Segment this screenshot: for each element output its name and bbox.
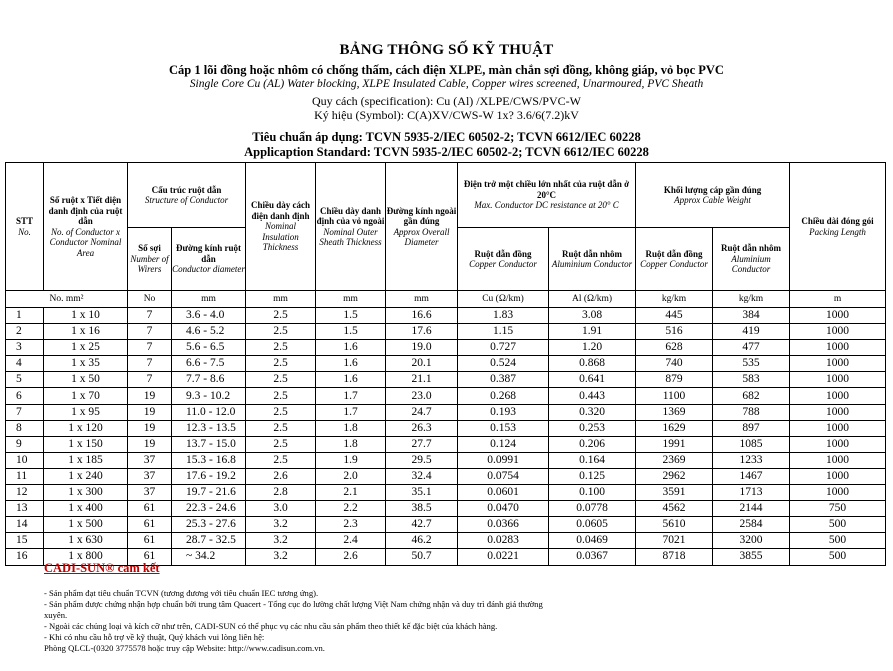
table-row (6, 485, 886, 501)
table-cell: 3591 (636, 485, 713, 501)
unit-cell: mm (246, 291, 316, 308)
table-cell: 2.0 (316, 468, 386, 484)
table-cell: 11.0 - 12.0 (172, 404, 246, 420)
table-cell: 9.3 - 10.2 (172, 388, 246, 404)
table-cell: 15 (6, 533, 44, 549)
table-cell: 1.83 (458, 308, 549, 324)
table-cell: 8 (6, 420, 44, 436)
table-cell: 1.6 (316, 372, 386, 388)
header-resistance-copper: Ruột dẫn đồng Copper Conductor (458, 228, 549, 291)
table-cell: 2.4 (316, 533, 386, 549)
table-cell: 628 (636, 340, 713, 356)
table-cell: 25.3 - 27.6 (172, 517, 246, 533)
header-overall-diameter: Đường kính ngoài gần đúng Approx Overall Diameter (386, 163, 458, 291)
table-cell: 19 (128, 420, 172, 436)
table-cell: 1000 (790, 356, 886, 372)
table-row (6, 436, 886, 452)
table-cell: 13.7 - 15.0 (172, 436, 246, 452)
table-cell: 0.0469 (549, 533, 636, 549)
standard-vietnamese: Tiêu chuẩn áp dụng: TCVN 5935-2/IEC 60502-2; TCVN 6612/IEC 60228 (252, 130, 641, 144)
table-cell: 3.08 (549, 308, 636, 324)
table-cell: 10 (6, 452, 44, 468)
footer-line: - Ngoài các chủng loại và kích cỡ như trên, CADI-SUN có thể phục vụ các nhu cầu sản phẩm theo thiết kế đặc biệt của khách hàng. (44, 621, 498, 631)
table-cell: 516 (636, 324, 713, 340)
header-weight: Khối lượng cáp gần đúng Approx Cable Weight (636, 163, 790, 228)
table-cell: 0.268 (458, 388, 549, 404)
table-cell: 19 (128, 436, 172, 452)
table-cell: 1 x 35 (44, 356, 128, 372)
table-row (6, 404, 886, 420)
table-cell: 26.3 (386, 420, 458, 436)
table-cell: 2144 (713, 501, 790, 517)
table-cell: 1.9 (316, 452, 386, 468)
table-cell: 1369 (636, 404, 713, 420)
table-cell: 1233 (713, 452, 790, 468)
table-cell: 0.443 (549, 388, 636, 404)
table-cell: 1000 (790, 404, 886, 420)
table-cell: 5610 (636, 517, 713, 533)
table-cell: 1000 (790, 420, 886, 436)
unit-cell: mm (172, 291, 246, 308)
table-cell: 7 (6, 404, 44, 420)
table-cell: 477 (713, 340, 790, 356)
header-stt: STT No. (6, 163, 44, 291)
table-cell: 500 (790, 533, 886, 549)
header-packing-length: Chiều dài đóng gói Packing Length (790, 163, 886, 291)
table-cell: 0.125 (549, 468, 636, 484)
table-cell: 1 x 500 (44, 517, 128, 533)
table-cell: 2 (6, 324, 44, 340)
unit-cell: kg/km (713, 291, 790, 308)
table-cell: 879 (636, 372, 713, 388)
table-cell: 0.164 (549, 452, 636, 468)
table-cell: 500 (790, 549, 886, 565)
header-conductor-area: Số ruột x Tiết diện danh định của ruột dẫn No. of Conductor x Conductor Nominal Area (44, 163, 128, 291)
table-cell: 897 (713, 420, 790, 436)
table-cell: 2.5 (246, 356, 316, 372)
table-cell: 12 (6, 485, 44, 501)
table-cell: 7 (128, 356, 172, 372)
table-cell: 1000 (790, 372, 886, 388)
table-cell: 3855 (713, 549, 790, 565)
table-cell: 2.6 (246, 468, 316, 484)
table-cell: 1000 (790, 468, 886, 484)
table-cell: 0.153 (458, 420, 549, 436)
table-cell: 0.206 (549, 436, 636, 452)
table-cell: 15.3 - 16.8 (172, 452, 246, 468)
table-cell: 2.5 (246, 324, 316, 340)
table-cell: 1000 (790, 485, 886, 501)
table-cell: 0.0778 (549, 501, 636, 517)
table-cell: 3.6 - 4.0 (172, 308, 246, 324)
unit-cell: Cu (Ω/km) (458, 291, 549, 308)
table-cell: 2.3 (316, 517, 386, 533)
table-row (6, 533, 886, 549)
table-cell: 27.7 (386, 436, 458, 452)
table-cell: 20.1 (386, 356, 458, 372)
table-cell: 0.124 (458, 436, 549, 452)
footer-commitment (44, 561, 864, 654)
subtitle-vietnamese: Cáp 1 lõi đồng hoặc nhôm có chống thấm, cách điện XLPE, màn chắn sợi đồng, không giáp, vỏ bọc PVC (169, 63, 724, 77)
table-cell: 1.8 (316, 436, 386, 452)
table-cell: 1.6 (316, 340, 386, 356)
table-cell: 4562 (636, 501, 713, 517)
table-cell: 16 (6, 549, 44, 565)
table-row (6, 388, 886, 404)
table-cell: 0.727 (458, 340, 549, 356)
table-cell: 419 (713, 324, 790, 340)
table-cell: 38.5 (386, 501, 458, 517)
table-cell: 2.5 (246, 340, 316, 356)
table-cell: 2.5 (246, 388, 316, 404)
table-cell: 3.2 (246, 517, 316, 533)
table-cell: 1000 (790, 308, 886, 324)
table-cell: 2369 (636, 452, 713, 468)
table-cell: 384 (713, 308, 790, 324)
table-cell: 1 x 95 (44, 404, 128, 420)
table-cell: 0.524 (458, 356, 549, 372)
table-cell: 3.2 (246, 549, 316, 565)
table-cell: 1 x 400 (44, 501, 128, 517)
unit-cell: No. mm² (6, 291, 128, 308)
header-weight-aluminium: Ruột dẫn nhôm Aluminium Conductor (713, 228, 790, 291)
table-cell: 740 (636, 356, 713, 372)
table-cell: 0.868 (549, 356, 636, 372)
table-cell: 1.8 (316, 420, 386, 436)
table-cell: 0.0366 (458, 517, 549, 533)
table-cell: 1 x 120 (44, 420, 128, 436)
table-cell: 2.2 (316, 501, 386, 517)
table-cell: 1000 (790, 340, 886, 356)
table-cell: 24.7 (386, 404, 458, 420)
table-cell: 1 x 800 (44, 549, 128, 565)
table-cell: 28.7 - 32.5 (172, 533, 246, 549)
table-cell: 7.7 - 8.6 (172, 372, 246, 388)
table-cell: 445 (636, 308, 713, 324)
table-cell: 1100 (636, 388, 713, 404)
table-cell: 3 (6, 340, 44, 356)
units-row (6, 291, 886, 308)
table-cell: 29.5 (386, 452, 458, 468)
document-title: BẢNG THÔNG SỐ KỸ THUẬT (339, 42, 554, 58)
table-cell: 2584 (713, 517, 790, 533)
table-cell: 2.5 (246, 436, 316, 452)
table-row (6, 340, 886, 356)
table-cell: 37 (128, 452, 172, 468)
table-row (6, 308, 886, 324)
table-cell: 1.7 (316, 388, 386, 404)
table-cell: 1000 (790, 452, 886, 468)
table-cell: 12.3 - 13.5 (172, 420, 246, 436)
table-cell: 0.387 (458, 372, 549, 388)
table-cell: 1991 (636, 436, 713, 452)
standard-english: Applicaption Standard: TCVN 5935-2/IEC 60502-2; TCVN 6612/IEC 60228 (244, 145, 649, 159)
table-cell: 0.0470 (458, 501, 549, 517)
table-row (6, 468, 886, 484)
table-cell: 750 (790, 501, 886, 517)
table-row (6, 372, 886, 388)
unit-cell: kg/km (636, 291, 713, 308)
table-cell: 0.193 (458, 404, 549, 420)
table-cell: 1 x 16 (44, 324, 128, 340)
table-cell: 0.0221 (458, 549, 549, 565)
table-cell: 5 (6, 372, 44, 388)
table-cell: 1 x 300 (44, 485, 128, 501)
table-cell: 1 x 50 (44, 372, 128, 388)
table-cell: 37 (128, 468, 172, 484)
table-cell: 46.2 (386, 533, 458, 549)
table-row (6, 356, 886, 372)
table-cell: 0.641 (549, 372, 636, 388)
table-row (6, 517, 886, 533)
table-cell: 2.1 (316, 485, 386, 501)
table-cell: 1.6 (316, 356, 386, 372)
table-cell: 1467 (713, 468, 790, 484)
table-cell: 3.2 (246, 533, 316, 549)
symbol-line: Ký hiệu (Symbol): C(A)XV/CWS-W 1x? 3.6/6(7.2)kV (314, 108, 579, 122)
table-cell: 2.5 (246, 452, 316, 468)
table-cell: 1 x 240 (44, 468, 128, 484)
table-cell: 2.5 (246, 404, 316, 420)
table-cell: 7 (128, 372, 172, 388)
table-cell: 682 (713, 388, 790, 404)
header-resistance-aluminium: Ruột dẫn nhôm Aluminium Conductor (549, 228, 636, 291)
table-cell: 1 x 10 (44, 308, 128, 324)
table-cell: 35.1 (386, 485, 458, 501)
table-cell: 1 (6, 308, 44, 324)
footer-title: CADI-SUN® cam kết (44, 561, 160, 575)
table-cell: 7 (128, 340, 172, 356)
table-cell: 17.6 (386, 324, 458, 340)
table-cell: 0.100 (549, 485, 636, 501)
table-cell: 535 (713, 356, 790, 372)
table-cell: 2.5 (246, 308, 316, 324)
footer-line: - Sản phẩm đạt tiêu chuẩn TCVN (tương đương với tiêu chuẩn IEC tương ứng). (44, 588, 319, 598)
table-cell: 21.1 (386, 372, 458, 388)
table-cell: 19.7 - 21.6 (172, 485, 246, 501)
table-cell: 16.6 (386, 308, 458, 324)
table-cell: 1000 (790, 388, 886, 404)
table-cell: 1 x 630 (44, 533, 128, 549)
footer-line: Phòng QLCL-(0320 3775578 hoặc truy cập Website: http://www.cadisun.com.vn. (44, 643, 325, 653)
table-cell: 19.0 (386, 340, 458, 356)
table-cell: 19 (128, 388, 172, 404)
table-cell: 4 (6, 356, 44, 372)
header-resistance: Điện trở một chiều lớn nhất của ruột dẫn ở 20°C Max. Conductor DC resistance at 20° C (458, 163, 636, 228)
table-cell: 583 (713, 372, 790, 388)
unit-cell: No (128, 291, 172, 308)
table-cell: 1 x 185 (44, 452, 128, 468)
unit-cell: mm (316, 291, 386, 308)
table-cell: 50.7 (386, 549, 458, 565)
table-cell: 1.5 (316, 308, 386, 324)
table-cell: 61 (128, 533, 172, 549)
table-cell: 1085 (713, 436, 790, 452)
header-insulation: Chiều dày cách điện danh định Nominal Insulation Thickness (246, 163, 316, 291)
table-cell: 1713 (713, 485, 790, 501)
header-structure: Cấu trúc ruột dẫn Structure of Conductor (128, 163, 246, 228)
unit-cell: mm (386, 291, 458, 308)
unit-cell: Al (Ω/km) (549, 291, 636, 308)
table-cell: 14 (6, 517, 44, 533)
table-cell: 0.0754 (458, 468, 549, 484)
table-cell: 22.3 - 24.6 (172, 501, 246, 517)
table-cell: 1629 (636, 420, 713, 436)
table-cell: 7021 (636, 533, 713, 549)
table-cell: 61 (128, 549, 172, 565)
header-weight-copper: Ruột dẫn đồng Copper Conductor (636, 228, 713, 291)
table-cell: 1.15 (458, 324, 549, 340)
table-cell: 6 (6, 388, 44, 404)
footer-line: - Khi có nhu cầu hỗ trợ về kỹ thuật, Quý khách vui lòng liên hệ: (44, 632, 265, 642)
header-sheath: Chiều dày danh định của vỏ ngoài Nominal Outer Sheath Thickness (316, 163, 386, 291)
unit-cell: m (790, 291, 886, 308)
table-row (6, 420, 886, 436)
table-cell: 32.4 (386, 468, 458, 484)
table-row (6, 452, 886, 468)
table-cell: 1 x 150 (44, 436, 128, 452)
table-row (6, 501, 886, 517)
table-cell: 500 (790, 517, 886, 533)
table-cell: 1000 (790, 324, 886, 340)
table-cell: 7 (128, 308, 172, 324)
table-cell: 4.6 - 5.2 (172, 324, 246, 340)
table-cell: 0.0367 (549, 549, 636, 565)
footer-line: xuyên. (44, 610, 68, 620)
table-row (6, 324, 886, 340)
table-cell: 1000 (790, 436, 886, 452)
specification-line: Quy cách (specification): Cu (Al) /XLPE/CWS/PVC-W (312, 94, 581, 108)
table-cell: 0.0601 (458, 485, 549, 501)
table-cell: 2962 (636, 468, 713, 484)
table-cell: 23.0 (386, 388, 458, 404)
table-cell: 2.8 (246, 485, 316, 501)
table-cell: 1.91 (549, 324, 636, 340)
table-cell: 61 (128, 517, 172, 533)
table-cell: 9 (6, 436, 44, 452)
table-cell: 61 (128, 501, 172, 517)
table-cell: 8718 (636, 549, 713, 565)
table-cell: 0.253 (549, 420, 636, 436)
table-cell: 13 (6, 501, 44, 517)
table-cell: 5.6 - 6.5 (172, 340, 246, 356)
table-cell: 42.7 (386, 517, 458, 533)
table-cell: ~ 34.2 (172, 549, 246, 565)
header-wires: Số sợi Number of Wirers (128, 228, 172, 291)
table-cell: 0.320 (549, 404, 636, 420)
table-cell: 1.20 (549, 340, 636, 356)
table-cell: 17.6 - 19.2 (172, 468, 246, 484)
table-cell: 2.6 (316, 549, 386, 565)
table-cell: 6.6 - 7.5 (172, 356, 246, 372)
table-cell: 37 (128, 485, 172, 501)
table-cell: 1.7 (316, 404, 386, 420)
table-cell: 1 x 70 (44, 388, 128, 404)
table-cell: 788 (713, 404, 790, 420)
table-cell: 0.0991 (458, 452, 549, 468)
table-cell: 1.5 (316, 324, 386, 340)
footer-line: - Sản phẩm được chứng nhận hợp chuẩn bởi trung tâm Quacert - Tổng cục đo lường chất lượng Việt Nam chứng nhận và duy trì đánh giá thường (44, 599, 543, 609)
spec-table (5, 162, 886, 566)
table-cell: 1 x 25 (44, 340, 128, 356)
header-conductor-diameter: Đường kính ruột dẫn Conductor diameter (172, 228, 246, 291)
table-cell: 7 (128, 324, 172, 340)
table-cell: 0.0283 (458, 533, 549, 549)
table-cell: 0.0605 (549, 517, 636, 533)
table-cell: 2.5 (246, 420, 316, 436)
table-cell: 3.0 (246, 501, 316, 517)
table-cell: 11 (6, 468, 44, 484)
table-cell: 3200 (713, 533, 790, 549)
table-cell: 2.5 (246, 372, 316, 388)
table-cell: 19 (128, 404, 172, 420)
subtitle-english: Single Core Cu (AL) Water blocking, XLPE Insulated Cable, Copper wires screened, Unarmoured, PVC Sheath (189, 78, 704, 90)
